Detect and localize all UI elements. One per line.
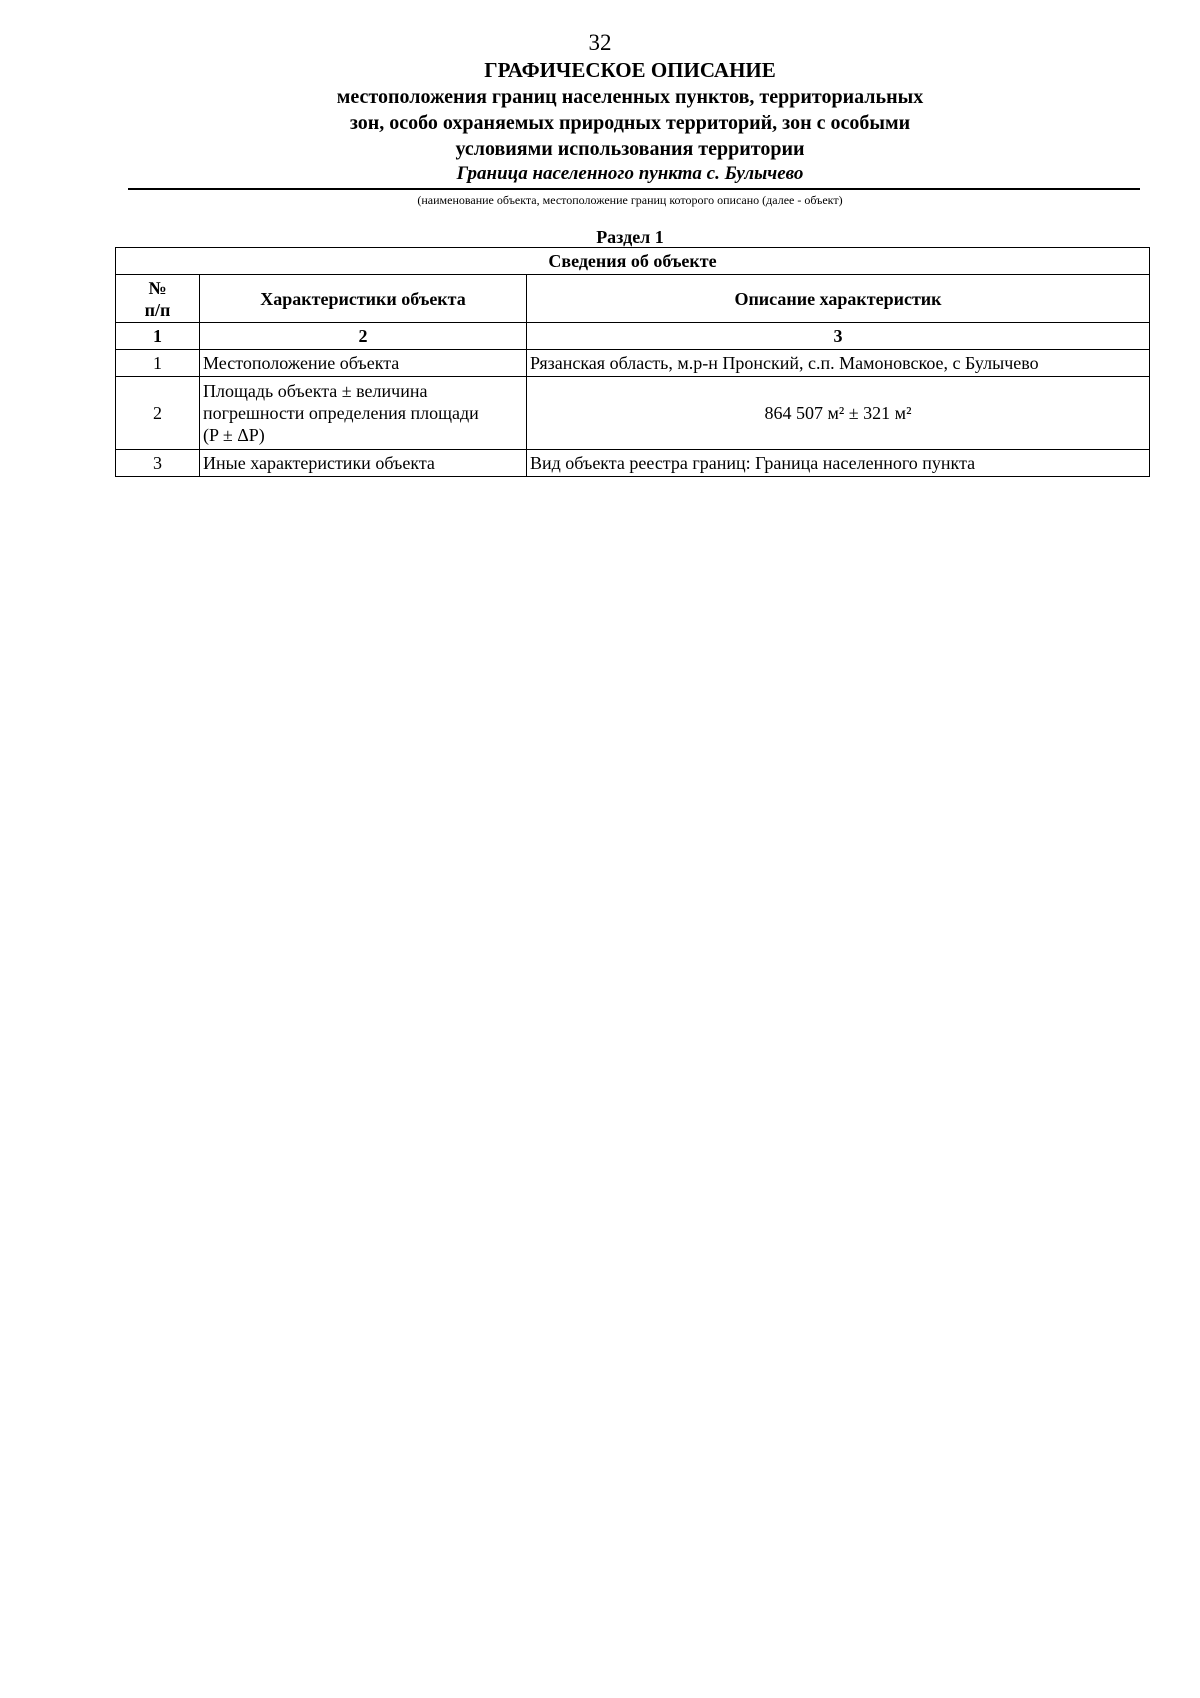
object-name-caption: (наименование объекта, местоположение границ которого описано (далее - объект) <box>417 193 843 207</box>
row-number: 3 <box>116 450 200 477</box>
column-number: 1 <box>116 323 200 350</box>
subtitle-line: условиями использования территории <box>455 138 805 160</box>
table-header-row <box>116 275 1150 323</box>
section-title: Раздел 1 <box>596 227 664 247</box>
column-number: 2 <box>200 323 527 350</box>
column-header-description: Описание характеристик <box>527 275 1150 323</box>
column-header-characteristic: Характеристики объекта <box>200 275 527 323</box>
row-characteristic-line: погрешности определения площади <box>203 403 479 423</box>
column-header-number-line: п/п <box>144 299 171 320</box>
row-characteristic <box>200 377 527 450</box>
row-characteristic-line: Иные характеристики объекта <box>203 453 435 473</box>
object-info-table <box>115 247 1150 477</box>
column-number: 3 <box>527 323 1150 350</box>
column-header-number <box>116 275 200 323</box>
object-name: Граница населенного пункта с. Булычево <box>456 163 804 184</box>
table-caption: Сведения об объекте <box>116 248 1150 275</box>
document-title: ГРАФИЧЕСКОЕ ОПИСАНИЕ <box>484 58 776 82</box>
page-number: 32 <box>588 30 612 55</box>
row-characteristic <box>200 350 527 377</box>
object-name-underline <box>128 188 1140 190</box>
row-characteristic-line: Площадь объекта ± величина <box>203 381 428 401</box>
row-description: Рязанская область, м.р-н Пронский, с.п. Мамоновское, с Булычево <box>527 350 1150 377</box>
table-row <box>116 350 1150 377</box>
row-description: 864 507 м² ± 321 м² <box>527 377 1150 450</box>
column-number-row <box>116 323 1150 350</box>
document-subtitle <box>0 84 1200 162</box>
row-description: Вид объекта реестра границ: Граница населенного пункта <box>527 450 1150 477</box>
table-row <box>116 450 1150 477</box>
table-caption-row <box>116 248 1150 275</box>
column-header-number-line: № <box>148 277 167 298</box>
subtitle-line: зон, особо охраняемых природных территорий, зон с особыми <box>349 112 911 134</box>
row-characteristic-line: (P ± ΔP) <box>203 425 265 445</box>
row-characteristic <box>200 450 527 477</box>
table-row <box>116 377 1150 450</box>
row-number: 2 <box>116 377 200 450</box>
subtitle-line: местоположения границ населенных пунктов, территориальных <box>336 86 924 108</box>
row-number: 1 <box>116 350 200 377</box>
row-characteristic-line: Местоположение объекта <box>203 353 400 373</box>
